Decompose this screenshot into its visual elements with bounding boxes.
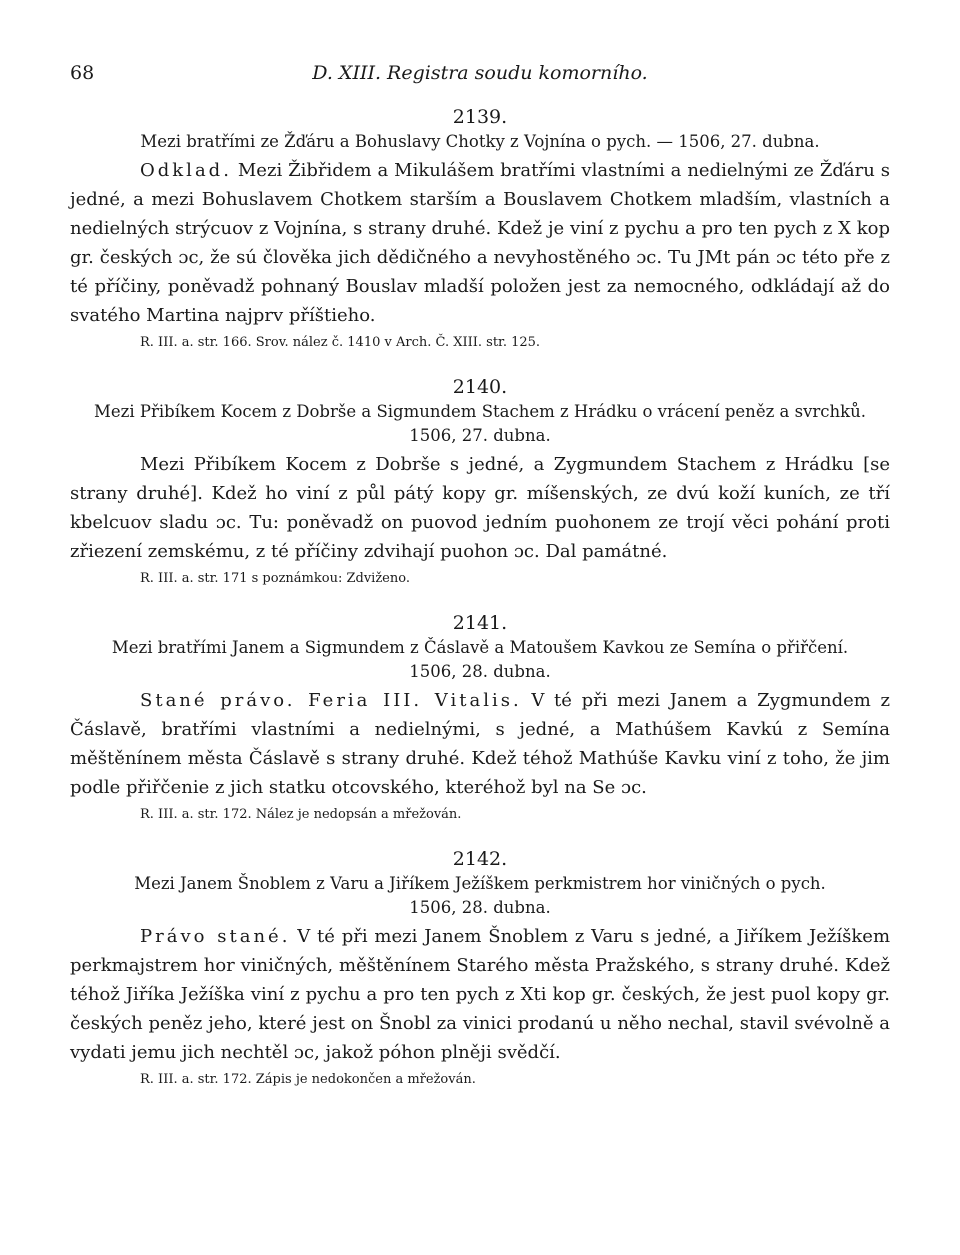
- entry-summary: Mezi Janem Šnoblem z Varu a Jiříkem Ježíškem perkmistrem hor viničných o pych.: [134, 874, 826, 893]
- entry-date: 1506, 28. dubna.: [409, 898, 551, 917]
- page-number: 68: [70, 62, 95, 84]
- entry-note: R. III. a. str. 172. Nález je nedopsán a mřežován.: [140, 807, 462, 822]
- entry-number: 2142.: [452, 848, 508, 870]
- entry-body: [70, 922, 890, 1067]
- entry-2142: [70, 846, 890, 1091]
- entry-number: 2139.: [452, 106, 508, 128]
- entry-body: [70, 450, 890, 566]
- entry-number: 2141.: [452, 612, 508, 634]
- entry-date: 1506, 28. dubna.: [409, 662, 551, 681]
- entry-lead: Odklad.: [140, 160, 232, 181]
- entry-summary: Mezi bratřími ze Žďáru a Bohuslavy Chotky z Vojnína o pych. — 1506, 27. dubna.: [140, 132, 820, 151]
- entry-body: [70, 686, 890, 802]
- entry-text: Mezi Žibřidem a Mikulášem bratřími vlastními a nedielnými ze Žďáru s jedné, a mezi Bohuslavem Chotkem starším a Bouslavem Chotkem mladším, vlastních a nedielných strýcuov z Vojnína, s strany druhé. Kdež je viní z pychu a pro ten pych z X kop gr. českých ɔc, že sú člověka jich dědičného a nevyhostěného ɔc. Tu JMt pán ɔc této pře z té příčiny, poněvadž pohnaný Bouslav mladší položen jest za nemocného, odkládají až do svatého Martina najprv příštieho.: [70, 160, 890, 326]
- entry-2139: [70, 104, 890, 354]
- entry-lead: Právo stané.: [140, 926, 291, 947]
- running-head: [70, 62, 890, 98]
- entry-summary: Mezi bratřími Janem a Sigmundem z Čáslavě a Matoušem Kavkou ze Semína o přiřčení.: [111, 638, 849, 657]
- entry-text: V té při mezi Janem Šnoblem z Varu s jedné, a Jiříkem Ježíškem perkmajstrem hor viničných, měštěnínem Starého města Pražského, s strany druhé. Kdež téhož Jiříka Ježíška viní z pychu a pro ten pych z Xti kop gr. českých, že jest puol kopy gr. českých peněz jeho, které jest on Šnobl za vinici prodanú u něho nechal, stavil svévolně a vydati jemu jich nechtěl ɔc, jakož póhon plněji svědčí.: [70, 926, 891, 1063]
- entry-summary: Mezi Přibíkem Kocem z Dobrše a Sigmundem Stachem z Hrádku o vrácení peněz a svrchků.: [93, 402, 867, 421]
- entry-2140: [70, 374, 890, 590]
- entry-date: 1506, 27. dubna.: [409, 426, 551, 445]
- entry-body: [70, 156, 890, 330]
- running-title: D. XIII. Registra soudu komorního.: [312, 62, 648, 84]
- entry-note: R. III. a. str. 172. Zápis je nedokončen a mřežován.: [140, 1072, 476, 1087]
- entry-number: 2140.: [452, 376, 508, 398]
- entry-text: V té při mezi Janem a Zygmundem z Čáslavě, bratřími vlastními a nedielnými, s jedné, a Mathúšem Kavkú z Semína měštěnínem města Čáslavě s strany druhé. Kdež téhož Mathúše Kavku viní z toho, že jim podle přiřčenie z jich statku otcovského, kteréhož byl na Se ɔc.: [70, 690, 890, 798]
- entry-text: Mezi Přibíkem Kocem z Dobrše s jedné, a Zygmundem Stachem z Hrádku [se strany druhé]. Kdež ho viní z půl pátý kopy gr. míšenských, ze dvú koží kuních, ze tří kbelcuov sladu ɔc. Tu: poněvadž on puovod jedním puohonem ze trojí věci pohání proti zřiezení zemskému, z té příčiny zdvihají puohon ɔc. Dal památné.: [70, 454, 890, 562]
- entry-note: R. III. a. str. 166. Srov. nález č. 1410 v Arch. Č. XIII. str. 125.: [140, 335, 541, 350]
- entry-2141: [70, 610, 890, 826]
- document-page: [70, 62, 890, 1111]
- entry-lead: Stané právo. Feria III. Vitalis.: [140, 690, 522, 711]
- entry-note: R. III. a. str. 171 s poznámkou: Zdviženo.: [140, 571, 410, 586]
